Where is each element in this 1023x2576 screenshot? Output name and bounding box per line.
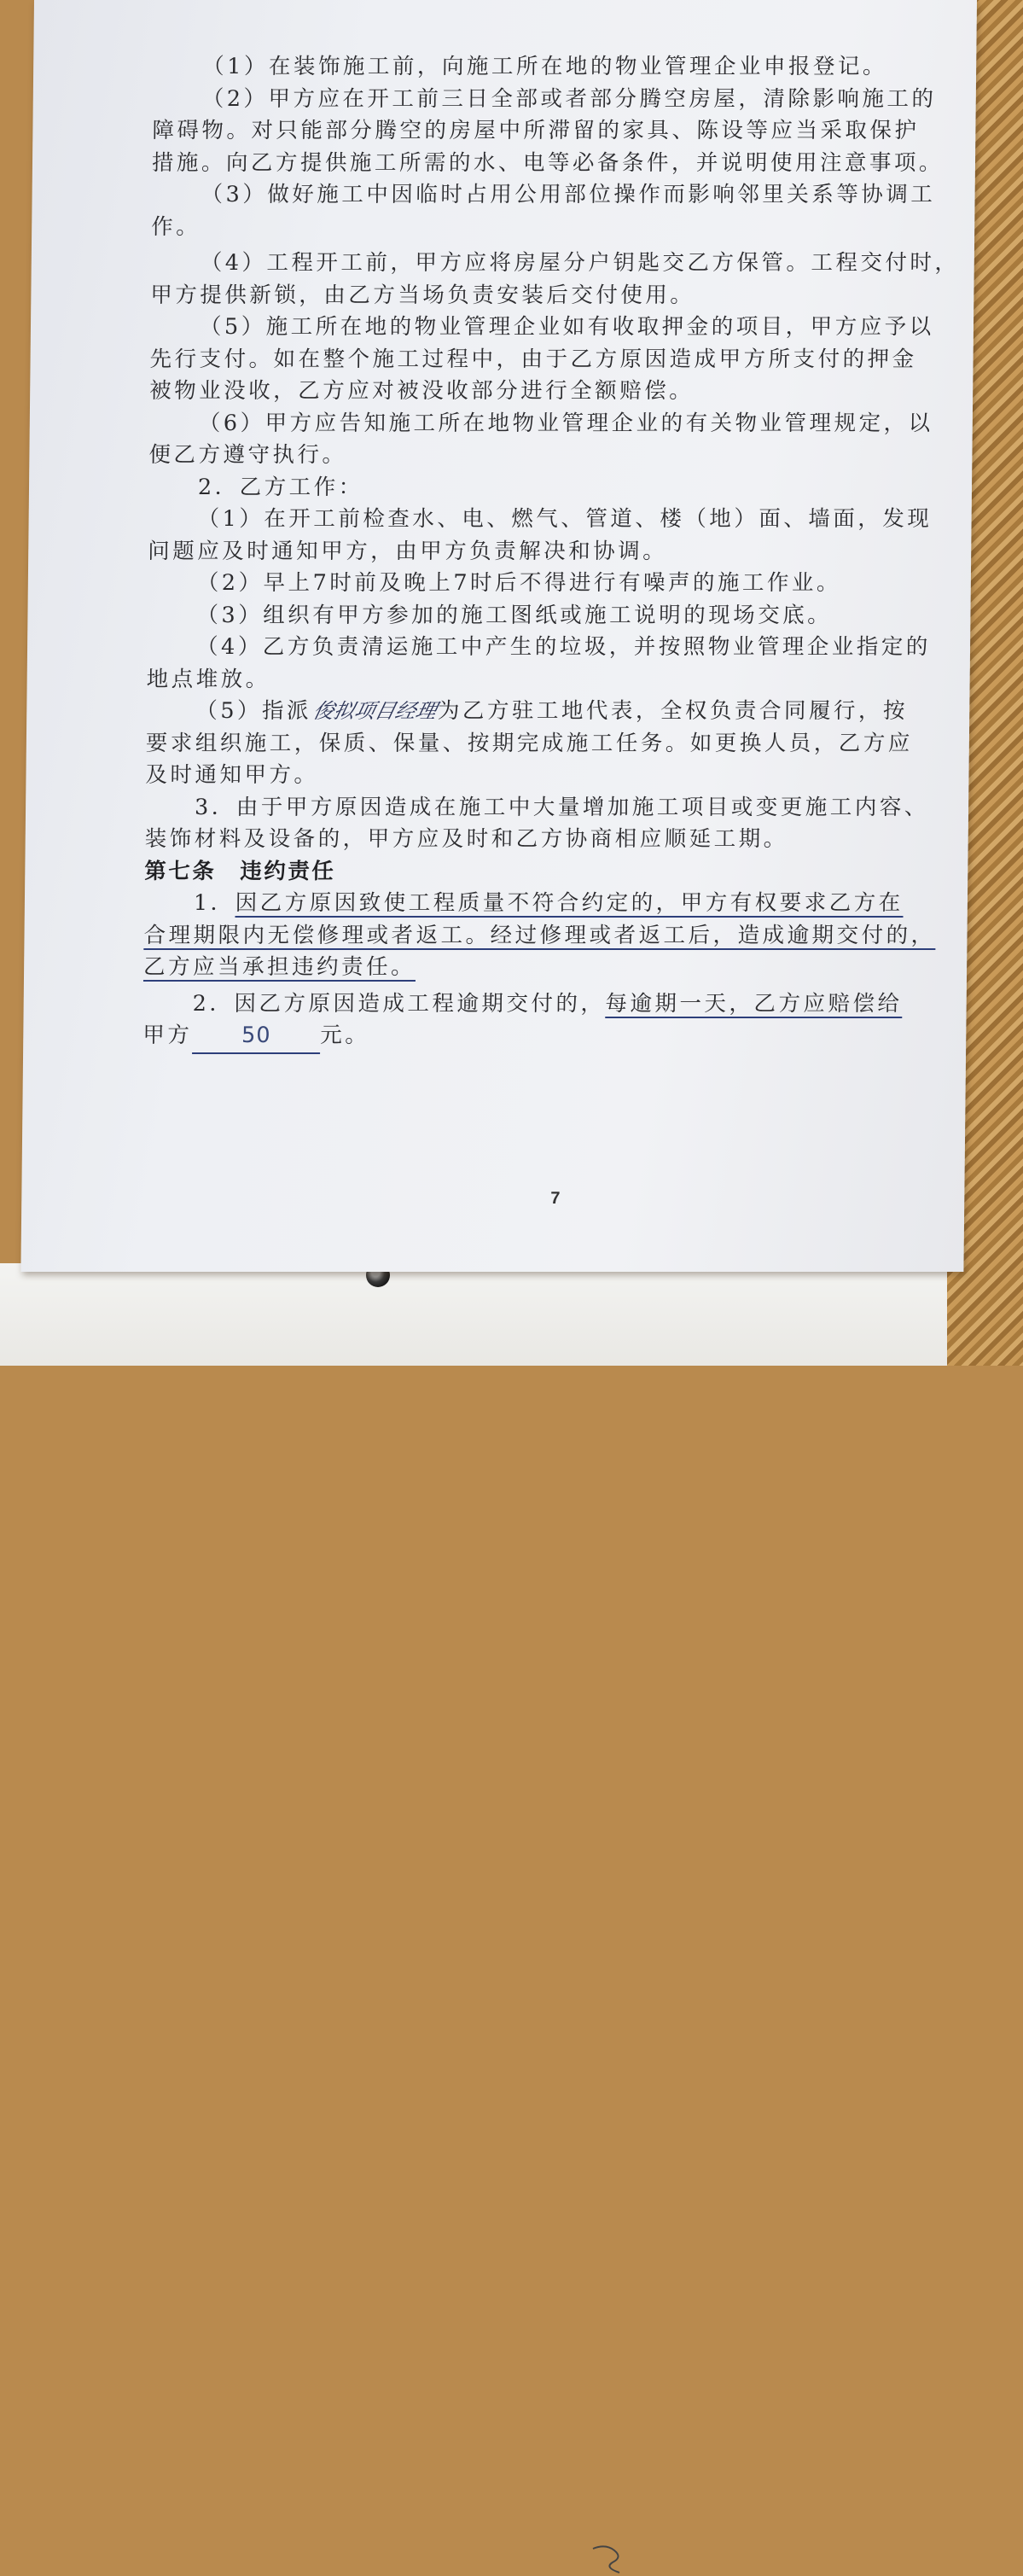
text-line — [146, 728, 939, 761]
text-line — [143, 920, 937, 953]
text-segment: 问题应及时通知甲方，由甲方负责解决和协调。 — [148, 538, 668, 564]
text-line — [151, 248, 960, 280]
text-segment: 1． — [193, 890, 235, 916]
text-segment: （4）乙方负责清运施工中产生的垃圾，并按照物业管理企业指定的 — [195, 634, 931, 660]
text-segment: 及时通知甲方。 — [145, 762, 319, 788]
text-line — [152, 148, 945, 180]
text-line — [147, 600, 940, 632]
text-segment: （5）施工所在地的物业管理企业如有收取押金的项目，甲方应予以 — [199, 314, 934, 340]
text-line — [152, 115, 945, 148]
text-segment: 被物业没收，乙方应对被没收部分进行全额赔偿。 — [149, 378, 695, 404]
text-line — [145, 824, 939, 856]
text-segment: 便乙方遵守执行。 — [148, 442, 347, 468]
text-line — [148, 536, 941, 568]
text-line — [151, 179, 945, 212]
text-line — [146, 696, 939, 728]
text-line — [153, 51, 946, 84]
text-segment: （1）在开工前检查水、电、燃气、管道、楼（地）面、墙面，发现 — [197, 506, 933, 532]
underlined-clause: 因乙方原因致使工程质量不符合约定的，甲方有权要求乙方在 — [235, 890, 904, 916]
text-segment: 先行支付。如在整个施工过程中，由于乙方原因造成甲方所支付的押金 — [149, 346, 917, 372]
text-segment: 甲方 — [142, 1023, 193, 1048]
text-line — [148, 504, 941, 536]
text-line — [148, 472, 942, 504]
text-segment: 作。 — [151, 213, 201, 240]
text-segment: （3）组织有甲方参加的施工图纸或施工说明的现场交底。 — [196, 602, 833, 628]
text-segment: （2）早上7时前及晚上7时后不得进行有噪声的施工作业。 — [196, 570, 842, 596]
contract-text — [142, 51, 960, 1052]
text-segment: 甲方提供新锁，由乙方当场负责安装后交付使用。 — [150, 282, 695, 308]
text-line — [148, 440, 942, 472]
text-segment: 2．乙方工作： — [197, 474, 363, 500]
text-segment: 2．因乙方原因造成工程逾期交付的， — [192, 990, 606, 1017]
text-line — [150, 280, 944, 312]
text-line — [151, 212, 945, 244]
filled-amount: 50 — [192, 1020, 320, 1054]
text-line — [153, 84, 946, 116]
text-line — [149, 376, 943, 408]
text-line — [145, 760, 939, 792]
text-segment: （2）甲方应在开工前三日全部或者部分腾空房屋，清除影响施工的 — [201, 85, 937, 112]
underlined-clause: 乙方应当承担违约责任。 — [142, 954, 416, 980]
text-line — [144, 888, 938, 920]
text-segment: 元。 — [320, 1023, 370, 1048]
handwritten-name: 俊拟项目经理 — [311, 699, 439, 723]
text-segment: （3）做好施工中因临时占用公用部位操作而影响邻里关系等协调工 — [201, 182, 936, 207]
text-segment: 要求组织施工，保质、保量、按期完成施工任务。如更换人员，乙方应 — [145, 730, 914, 756]
text-line — [145, 792, 939, 825]
text-segment: 措施。向乙方提供施工所需的水、电等必备条件，并说明使用注意事项。 — [151, 149, 945, 176]
text-segment: 障碍物。对只能部分腾空的房屋中所滞留的家具、陈设等应当采取保护 — [152, 118, 920, 143]
text-segment: 地点堆放。 — [146, 666, 270, 692]
text-line — [142, 988, 936, 1021]
text-line — [146, 664, 939, 696]
section-heading — [144, 856, 938, 889]
underlined-clause: 合理期限内无偿修理或者返工。经过修理或者返工后，造成逾期交付的， — [143, 922, 936, 948]
contract-page — [20, 0, 977, 1272]
text-line — [148, 568, 941, 600]
text-segment: （1）在装饰施工前，向施工所在地的物业管理企业申报登记。 — [202, 54, 888, 79]
text-line — [150, 312, 944, 344]
text-line — [149, 408, 943, 440]
underlying-sheet — [0, 1263, 947, 1366]
ink-scribble — [589, 2542, 640, 2576]
text-segment: （4）工程开工前，甲方应将房屋分户钥匙交乙方保管。工程交付时， — [200, 250, 960, 276]
text-segment: （5）指派 — [195, 698, 312, 724]
text-line — [149, 344, 943, 376]
text-segment: 第七条 违约责任 — [144, 858, 336, 884]
text-line — [143, 952, 937, 984]
text-segment: 为乙方驻工地代表，全权负责合同履行，按 — [437, 698, 909, 724]
page-number: 7 — [550, 1189, 561, 1208]
text-line — [142, 1020, 936, 1052]
underlined-clause: 每逾期一天，乙方应赔偿给 — [605, 990, 903, 1017]
text-segment: 装饰材料及设备的，甲方应及时和乙方协商相应顺延工期。 — [144, 826, 788, 852]
text-segment: （6）甲方应告知施工所在地物业管理企业的有关物业管理规定，以 — [198, 410, 933, 436]
text-line — [147, 632, 940, 664]
text-segment: 3．由于甲方原因造成在施工中大量增加施工项目或变更施工内容、 — [194, 794, 929, 820]
